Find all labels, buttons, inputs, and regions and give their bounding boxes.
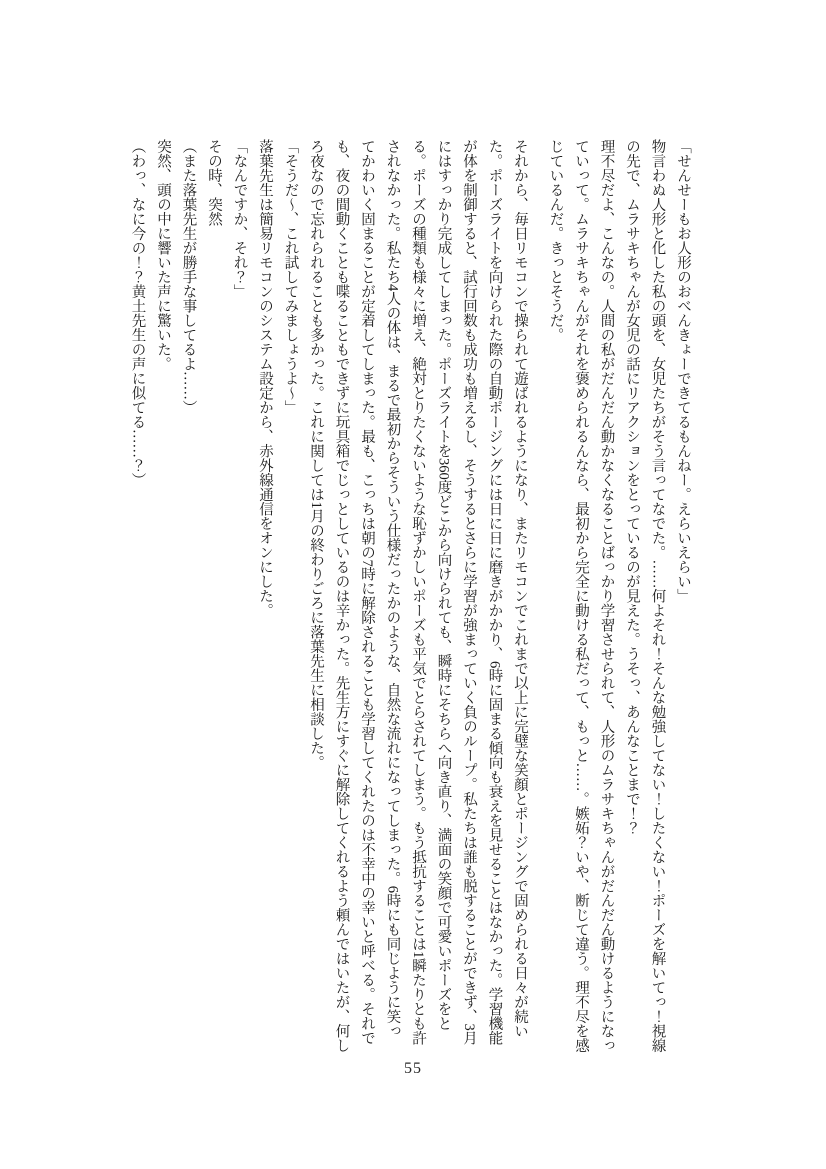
page-number: 55 xyxy=(404,1060,422,1077)
text-line: 物言わぬ人形と化した私の頭を、女児たちがそう言ってなでた。……何よそれ！そんな勉強してない！したくない！ポーズを解いてっ！視線 xyxy=(649,139,666,1053)
text-line: の先で、ムラサキちゃんが女児の話にリアクションをとっているのが見えた。うそっ、あんなことまで！？ xyxy=(624,139,640,835)
text-line: （また落葉先生が勝手な事してるよ……） xyxy=(180,139,197,415)
text-line: 理不尽だよ、こんなの。人間の私がだんだん動かなくなることばっかり学習させられて、人形のムラサキちゃんがだんだん動けるようになっ xyxy=(598,139,615,1053)
text-line: 「そうだ〜、これ試してみましょうよ〜」 xyxy=(282,139,299,415)
text-line: ろ夜なので忘れられることも多かった。これに関しては1月の終わりごろに落葉先生に相談した。 xyxy=(308,139,324,770)
text-line: じているんだ。きっとそうだ。 xyxy=(547,139,564,342)
text-line: にはすっかり完成してしまった。ポーズライトを360度どこから向けられても、瞬時にそちらへ向き直り、満面の笑顔で可愛いポーズをと xyxy=(435,139,452,1031)
text-line: 突然、頭の中に響いた声に驚いた。 xyxy=(155,139,171,371)
text-line: それから、毎日リモコンで操られて遊ばれるようになり、またリモコンでこれまで以上に完璧な笑顔とポージングで固められる日々が続い xyxy=(512,139,528,1038)
text-line: ていって。ムラサキちゃんがそれを褒められるんなら、最初から完全に動ける私だって、もっと……。嫉妬？いや、断じて違う。理不尽を感 xyxy=(573,139,589,1053)
vertical-text-block xyxy=(124,139,695,1055)
text-line: てかわいく固まることが定着してしまった。最も、こっちは朝の7時に解除されることも学習してくれたのは不幸中の幸いと呼べる。それで xyxy=(359,139,375,1046)
text-line: が体を制御すると、試行回数も成功も増えるし、そうするとさらに学習が強まっていく負のループ。私たちは誰も脱することができず、3月 xyxy=(461,139,477,1046)
text-line: 「せんせーもお人形のおべんきょーできてるもんねー。えらいえらい」 xyxy=(675,139,691,603)
text-line: されなかった。私たち4人の体は、まるで最初からそういう仕様だったかのような、自然な流れになってしまった。6時にも同じように笑っ xyxy=(384,139,401,1038)
text-line: る。ポーズの種類も様々に増え、絶対とりたくないような恥ずかしいポーズも平気でとらされてしまう。もう抵抗することは1瞬たりとも許 xyxy=(410,139,426,1046)
text-line: （わっ、なに今の！？黄土先生の声に似てる……？） xyxy=(129,139,146,487)
text-line: 落葉先生は簡易リモコンのシステム設定から、赤外線通信をオンにした。 xyxy=(257,139,273,618)
text-line: も、夜の間動くことも喋ることもできずに玩具箱でじっとしているのは辛かった。先生方にすぐに解除してくれるよう頼んではいたが、何し xyxy=(333,139,350,1053)
text-line: その時、突然 xyxy=(206,139,222,226)
text-line: 「なんですか、それ？」 xyxy=(231,139,248,299)
text-line: た。ポーズライトを向けられた際の自動ポージングには日に日に磨きがかかり、6時に固まる傾向も衰えを見せることはなかった。学習機能 xyxy=(486,139,503,1046)
